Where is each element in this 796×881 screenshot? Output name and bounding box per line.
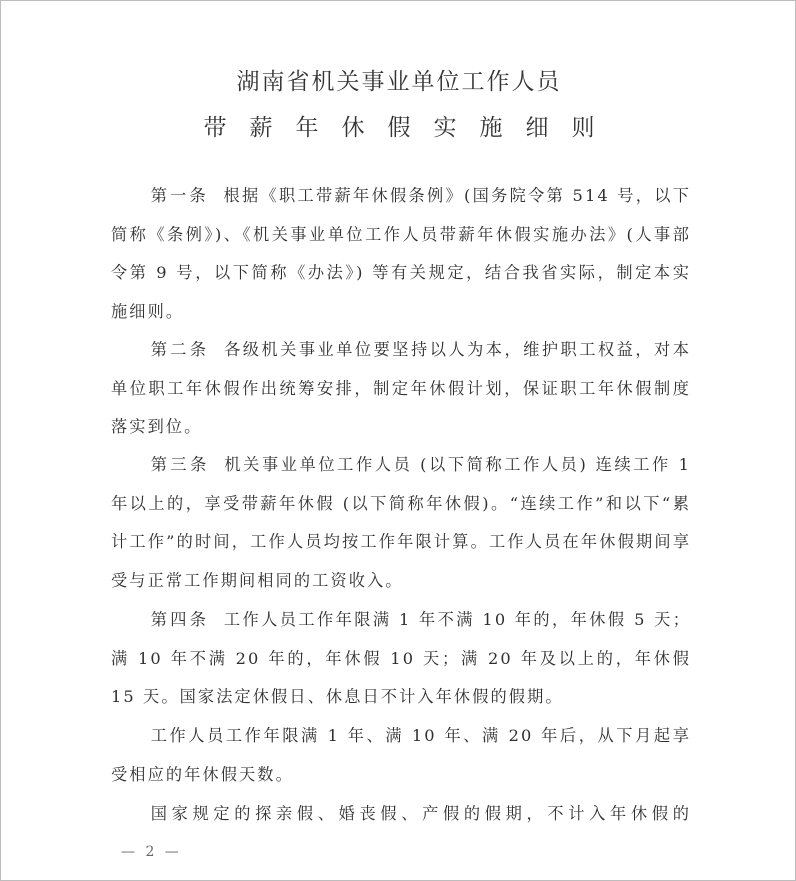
article-4 bbox=[111, 601, 691, 717]
page-number: — 2 — bbox=[121, 844, 182, 860]
paragraph-6: 国家规定的探亲假、婚丧假、产假的假期，不计入年休假的 bbox=[150, 804, 691, 823]
article-3-label: 第三条 bbox=[150, 455, 210, 474]
article-4-label: 第四条 bbox=[150, 610, 210, 629]
article-1 bbox=[111, 177, 691, 331]
article-1-label: 第一条 bbox=[150, 186, 209, 205]
document-title-line-1: 湖南省机关事业单位工作人员 bbox=[236, 69, 562, 95]
article-1-text: 根据《职工带薪年休假条例》(国务院令第 514 号，以下简称《条例》)、《机关事业单位工作人员带薪年休假实施办法》(人事部令第 9 号，以下简称《办法》) 等有关规定，结合我省实际，制定本实施细则。 bbox=[111, 186, 691, 321]
document-title-line-2: 带薪年休假实施细则 bbox=[203, 115, 618, 141]
article-2 bbox=[111, 331, 691, 447]
article-2-text: 各级机关事业单位要坚持以人为本，维护职工权益，对本单位职工年休假作出统筹安排，制定年休假计划，保证职工年休假制度落实到位。 bbox=[111, 340, 692, 436]
article-3-text: 机关事业单位工作人员 (以下简称工作人员) 连续工作 1 年以上的，享受带薪年休假 (以下简称年休假)。“连续工作”和以下“累计工作”的时间，工作人员均按工作年限计算。工作人员在年休假期间享受与正常工作期间相同的工资收入。 bbox=[111, 455, 692, 590]
paragraph-5: 工作人员工作年限满 1 年、满 10 年、满 20 年后，从下月起享受相应的年休假天数。 bbox=[111, 726, 691, 784]
article-3 bbox=[111, 446, 691, 600]
article-4-text: 工作人员工作年限满 1 年不满 10 年的，年休假 5 天；满 10 年不满 20 年的，年休假 10 天；满 20 年及以上的，年休假 15 天。国家法定休假日、休息日不计入年休假的假期。 bbox=[111, 610, 692, 706]
article-2-label: 第二条 bbox=[150, 340, 210, 359]
